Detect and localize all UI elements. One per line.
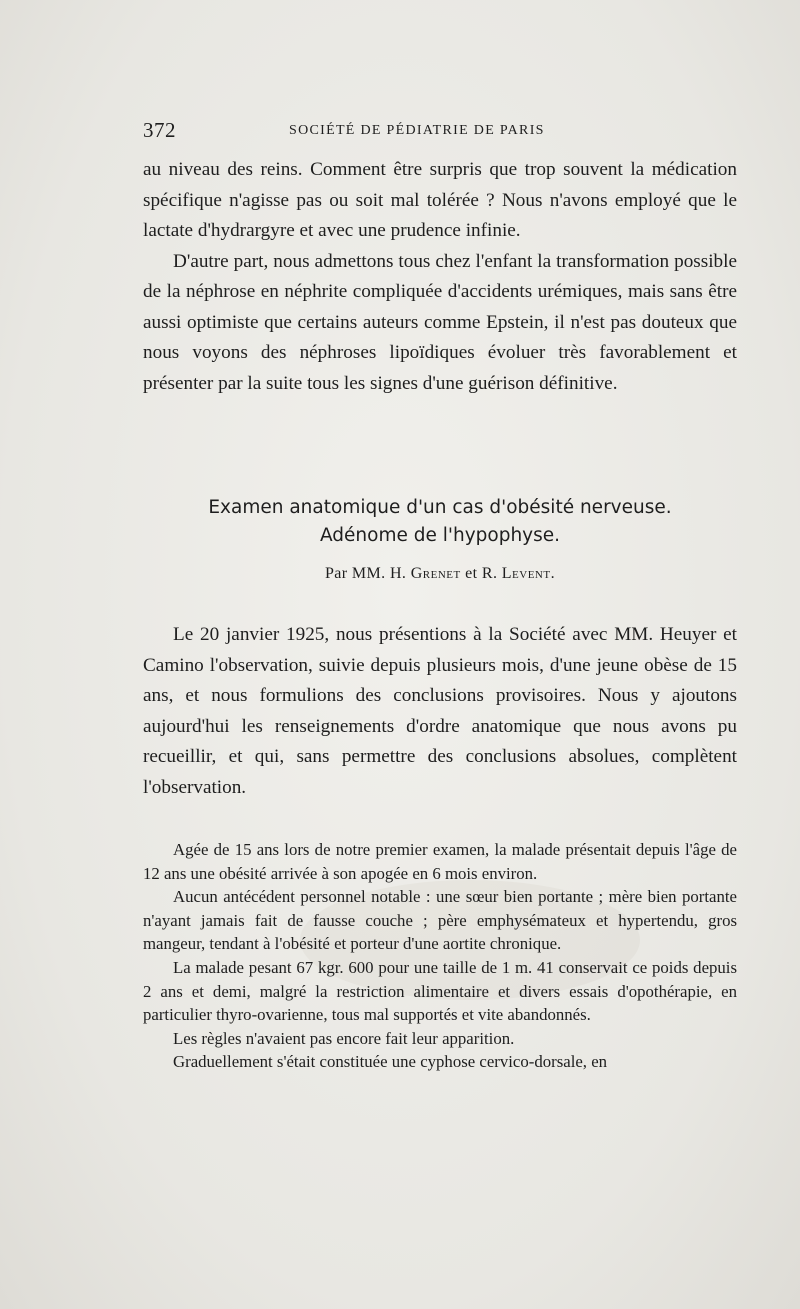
article-authors <box>143 565 737 583</box>
paragraph: Les règles n'avaient pas encore fait leur apparition. <box>173 1028 515 1048</box>
paragraph: La malade pesant 67 kgr. 600 pour une taille de 1 m. 41 conservait ce poids depuis 2 ans et demi, malgré la restriction alimentaire et divers essais d'opothérapie, en particulier thyro-ovarienne, tous mal supportés et vite abandonnés. <box>143 957 737 1025</box>
article-subtitle: Adénome de l'hypophyse. <box>319 525 561 546</box>
paragraph: Agée de 15 ans lors de notre premier examen, la malade présentait depuis l'âge de 12 ans une obésité arrivée à son apogée en 6 mois environ. <box>143 840 737 883</box>
paragraph: Le 20 janvier 1925, nous présentions à la Société avec MM. Heuyer et Camino l'observation, suivie depuis plusieurs mois, d'une jeune obèse de 15 ans, et nous formulions des conclusions provisoires. Nous y ajoutons aujourd'hui les renseignements d'ordre anatomique que nous avons pu recueillir, et qui, sans permettre des conclusions absolues, complètent l'observation. <box>143 624 737 798</box>
page-header <box>143 118 737 142</box>
authors-mid: et R. <box>465 565 498 582</box>
authors-prefix: Par MM. H. <box>324 565 407 582</box>
running-head: SOCIÉTÉ DE PÉDIATRIE DE PARIS <box>289 123 545 138</box>
paragraph: Graduellement s'était constituée une cyphose cervico-dorsale, en <box>173 1052 608 1072</box>
paragraph: D'autre part, nous admettons tous chez l'enfant la transformation possible de la néphrose en néphrite compliquée d'accidents urémiques, mais sans être aussi optimiste que certains auteurs comme Epstein, il n'est pas douteux que nous voyons des néphroses lipoïdiques évoluer très favorablement et présenter par la suite tous les signes d'une guérison définitive. <box>143 250 737 394</box>
page-number: 372 <box>143 118 176 142</box>
authors-suffix: . <box>550 565 555 582</box>
case-observation <box>143 838 737 1074</box>
paragraph: au niveau des reins. Comment être surpris que trop souvent la médication spécifique n'agisse pas ou soit mal tolérée ? Nous n'avons employé que le lactate d'hydrargyre et avec une prudence infinie. <box>143 159 737 241</box>
author-name: Levent <box>501 565 551 582</box>
author-name: Grenet <box>410 565 461 582</box>
paragraph: Aucun antécédent personnel notable : une sœur bien portante ; mère bien portante n'ayant jamais fait de fausse couche ; père emphysémateux et hypertendu, gros mangeur, tendant à l'obésité et porteur d'une aortite chronique. <box>143 887 737 954</box>
article-title: Examen anatomique d'un cas d'obésité nerveuse. <box>208 497 672 518</box>
previous-article-text <box>143 155 737 399</box>
article-intro <box>143 620 737 803</box>
